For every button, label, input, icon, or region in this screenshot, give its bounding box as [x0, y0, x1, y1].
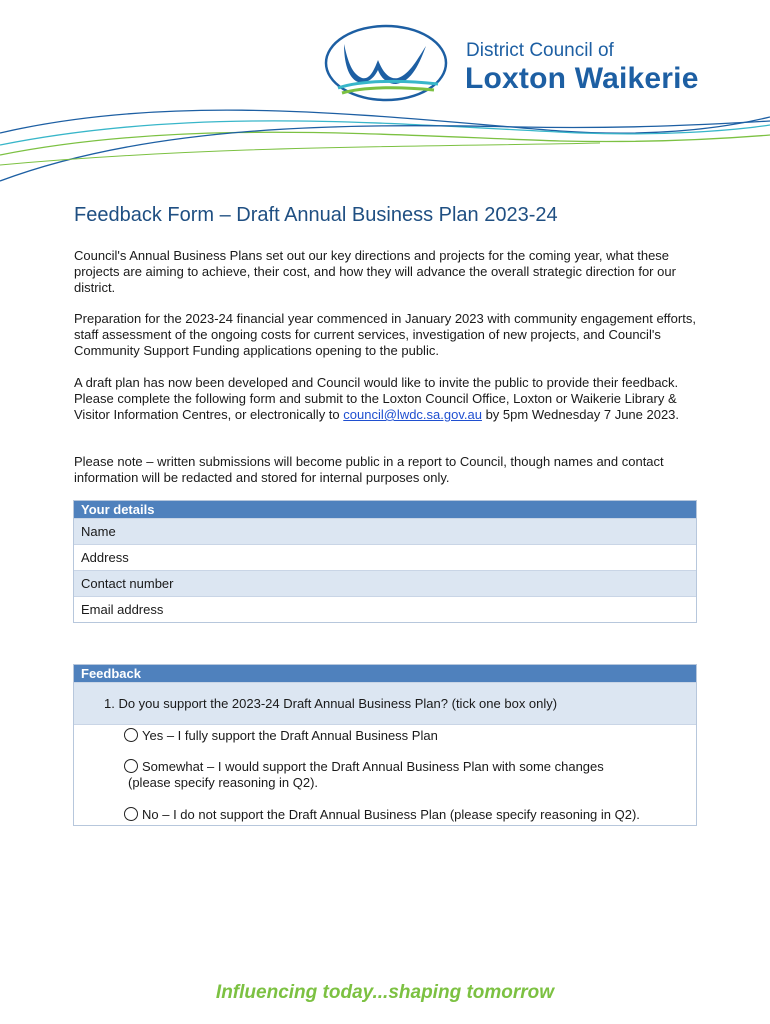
your-details-header: Your details [74, 501, 696, 518]
contact-number-field[interactable]: Contact number [74, 570, 696, 596]
radio-yes-icon[interactable] [124, 728, 138, 742]
name-field[interactable]: Name [74, 518, 696, 544]
org-name-line1: District Council of [466, 40, 614, 61]
radio-somewhat-icon[interactable] [124, 759, 138, 773]
council-email-link[interactable]: council@lwdc.sa.gov.au [343, 407, 482, 422]
council-emblem-icon [322, 22, 462, 104]
page-title: Feedback Form – Draft Annual Business Plan 2023-24 [74, 204, 558, 226]
option-no[interactable]: No – I do not support the Draft Annual Business Plan (please specify reasoning in Q2). [124, 807, 640, 823]
feedback-table [73, 664, 697, 826]
preparation-paragraph: Preparation for the 2023-24 financial year commenced in January 2023 with community engagement efforts, staff assessment of the ongoing costs for current services, investigation of new projects, and Council's Community Support Funding applications opening to the public. [74, 311, 696, 358]
feedback-header: Feedback [74, 665, 696, 682]
option-somewhat[interactable]: Somewhat – I would support the Draft Annual Business Plan with some changes (please specify reasoning in Q2). [124, 759, 604, 791]
option-yes[interactable]: Yes – I fully support the Draft Annual Business Plan [124, 728, 438, 744]
question-1-options [74, 724, 696, 825]
header-swoosh [0, 95, 770, 190]
council-logo [322, 22, 722, 104]
email-address-field[interactable]: Email address [74, 596, 696, 622]
submission-paragraph: A draft plan has now been developed and Council would like to invite the public to provide their feedback. Please complete the following form and submit to the Loxton Council Office, Loxton or Waikerie Library & Visitor Information Centres, or electronically to council@lwdc.sa.gov.au by 5pm Wednesday 7 June 2023. [74, 375, 680, 422]
org-name-line2: Loxton Waikerie [465, 62, 699, 95]
intro-paragraph: Council's Annual Business Plans set out our key directions and projects for the coming year, what these projects are aiming to achieve, their cost, and how they will advance the overall strategic direction for our district. [74, 248, 676, 295]
footer-tagline: Influencing today...shaping tomorrow [215, 982, 555, 1003]
question-1: 1. Do you support the 2023-24 Draft Annual Business Plan? (tick one box only) [74, 682, 696, 724]
address-field[interactable]: Address [74, 544, 696, 570]
privacy-note-paragraph: Please note – written submissions will become public in a report to Council, though names and contact information will be redacted and stored for internal purposes only. [74, 454, 664, 485]
radio-no-icon[interactable] [124, 807, 138, 821]
your-details-table [73, 500, 697, 623]
